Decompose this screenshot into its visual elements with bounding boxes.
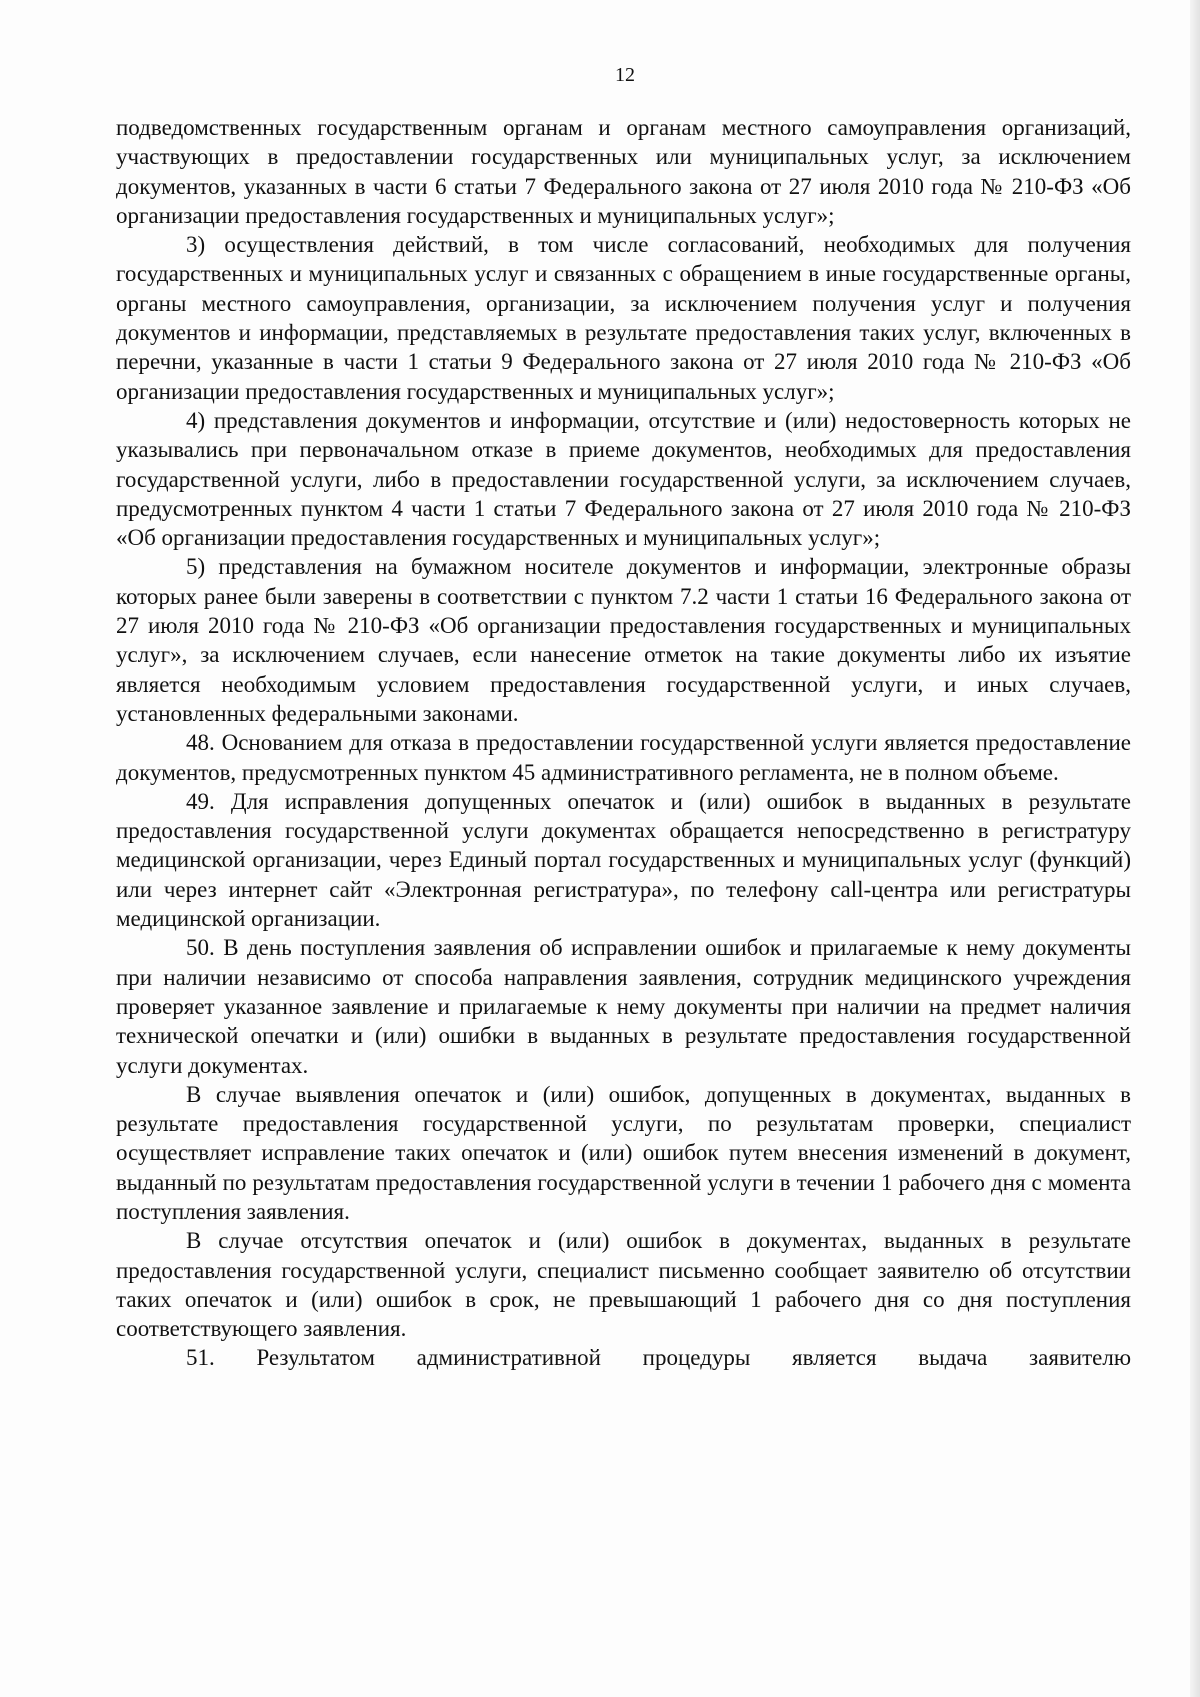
paragraph-50-errors-found: В случае выявления опечаток и (или) ошибок, допущенных в документах, выданных в результате предоставления государственной услуги, по результатам проверки, специалист осуществляет исправление таких опечаток и (или) ошибок путем внесения изменений в документ, выданный по результатам предоставления государственной услуги в течении 1 рабочего дня с момента поступления заявления.	[116, 1081, 1131, 1224]
paragraph-item-4: 4) представления документов и информации, отсутствие и (или) недостоверность которых не указывались при первоначальном отказе в приеме документов, необходимых для предоставления государственной услуги, либо в предоставлении государственной услуги, за исключением случаев, предусмотренных пунктом 4 части 1 статьи 7 Федерального закона от 27 июля 2010 года № 210-ФЗ «Об организации предоставления государственных и муниципальных услуг»;	[116, 407, 1131, 551]
paragraph-50: 50. В день поступления заявления об исправлении ошибок и прилагаемые к нему документы при наличии независимо от способа направления заявления, сотрудник медицинского учреждения проверяет указанное заявление и прилагаемые к нему документы при наличии на предмет наличия технической опечатки и (или) ошибки в выданных в результате предоставления государственной услуги документах.	[116, 935, 1131, 1078]
scan-edge	[1190, 0, 1200, 1697]
paragraph-50-no-errors: В случае отсутствия опечаток и (или) ошибок в документах, выданных в результате предоставления государственной услуги, специалист письменно сообщает заявителю об отсутствии таких опечаток и (или) ошибок в срок, не превышающий 1 рабочего дня со дня поступления соответствующего заявления.	[116, 1228, 1131, 1342]
body-text	[116, 113, 1131, 1373]
paragraph-48: 48. Основанием для отказа в предоставлении государственной услуги является предоставление документов, предусмотренных пунктом 45 административного регламента, не в полном объеме.	[116, 730, 1131, 785]
page-number: 12	[615, 64, 635, 86]
paragraph-49: 49. Для исправления допущенных опечаток и (или) ошибок в выданных в результате предоставления государственной услуги документах обращается непосредственно в регистратуру медицинской организации, через Единый портал государственных и муниципальных услуг (функций) или через интернет сайт «Электронная регистратура», по телефону call-центра или регистратуры медицинской организации.	[116, 788, 1131, 932]
paragraph-item-3: 3) осуществления действий, в том числе согласований, необходимых для получения государственных и муниципальных услуг и связанных с обращением в иные государственные органы, органы местного самоуправления, организации, за исключением получения услуг и получения документов и информации, представляемых в результате предоставления таких услуг, включенных в перечни, указанные в части 1 статьи 9 Федерального закона от 27 июля 2010 года № 210-ФЗ «Об организации предоставления государственных и муниципальных услуг»;	[116, 232, 1131, 404]
paragraph-51: 51. Результатом административной процедуры является выдача заявителю	[186, 1345, 1131, 1371]
paragraph-item-5: 5) представления на бумажном носителе документов и информации, электронные образы которых ранее были заверены в соответствии с пунктом 7.2 части 1 статьи 16 Федерального закона от 27 июля 2010 года № 210-ФЗ «Об организации предоставления государственных и муниципальных услуг», за исключением случаев, если нанесение отметок на такие документы либо их изъятие является необходимым условием предоставления государственной услуги, и иных случаев, установленных федеральными законами.	[116, 554, 1131, 726]
paragraph-continuation: подведомственных государственным органам и органам местного самоуправления организаций, участвующих в предоставлении государственных или муниципальных услуг, за исключением документов, указанных в части 6 статьи 7 Федерального закона от 27 июля 2010 года № 210-ФЗ «Об организации предоставления государственных и муниципальных услуг»;	[116, 115, 1131, 228]
